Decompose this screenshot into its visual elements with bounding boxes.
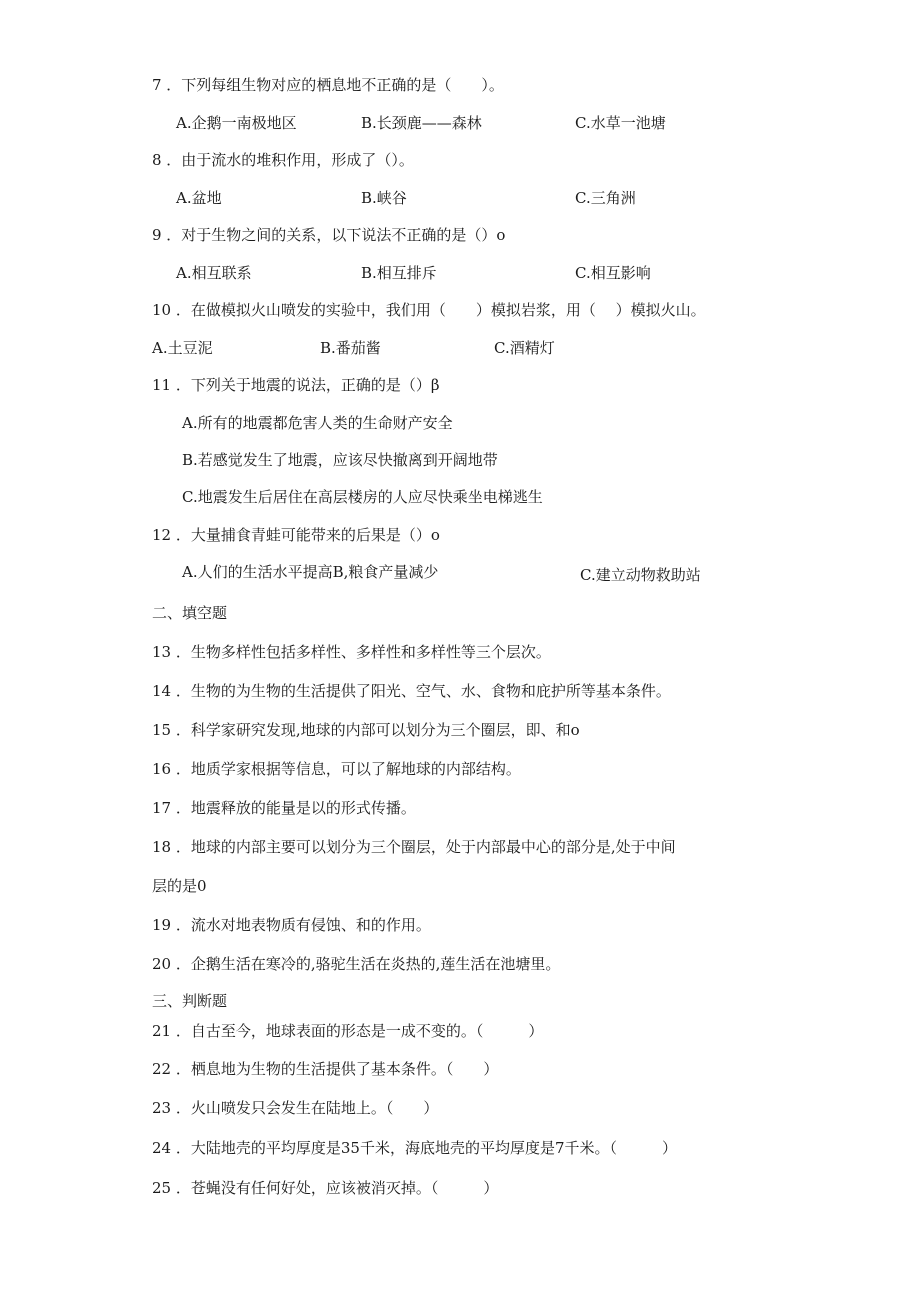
question-18: 18 ．地球的内部主要可以划分为三个圈层，处于内部最中心的部分是,处于中间: [152, 838, 676, 856]
q10-option-c: C.酒精灯: [494, 339, 555, 357]
q11-option-b: B.若感觉发生了地震，应该尽快撤离到开阔地带: [182, 451, 498, 469]
question-25: 25 ．苍蝇没有任何好处，应该被消灭掉。（ ）: [152, 1179, 499, 1197]
question-16: 16 ．地质学家根据等信息，可以了解地球的内部结构。: [152, 760, 521, 778]
question-13: 13 ．生物多样性包括多样性、多样性和多样性等三个层次。: [152, 643, 551, 661]
question-10: 10 ．在做模拟火山喷发的实验中，我们用（ ）模拟岩浆，用（ ）模拟火山。: [152, 301, 706, 319]
q11-option-a: A.所有的地震都危害人类的生命财产安全: [182, 414, 453, 432]
question-7: 7 ．下列每组生物对应的栖息地不正确的是（ ）。: [152, 76, 504, 94]
q12-option-ab: A.人们的生活水平提高B,粮食产量减少: [182, 563, 439, 581]
question-21: 21 ．自古至今，地球表面的形态是一成不变的。（ ）: [152, 1022, 544, 1040]
section-fill-blank-title: 二、填空题: [152, 604, 228, 622]
question-12: 12 ．大量捕食青蛙可能带来的后果是（）o: [152, 526, 440, 544]
question-8: 8 ．由于流水的堆积作用，形成了（）。: [152, 151, 414, 169]
q7-option-a: A.企鹅一南极地区: [176, 114, 297, 132]
question-14: 14 ．生物的为生物的生活提供了阳光、空气、水、食物和庇护所等基本条件。: [152, 682, 671, 700]
q8-option-a: A.盆地: [176, 189, 222, 207]
q7-option-b: B.长颈鹿——森林: [361, 114, 482, 132]
question-18-continued: 层的是0: [152, 877, 207, 895]
question-11: 11 ．下列关于地震的说法，正确的是（）β: [152, 376, 440, 394]
question-20: 20 ．企鹅生活在寒冷的,骆驼生活在炎热的,莲生活在池塘里。: [152, 955, 561, 973]
question-9: 9 ．对于生物之间的关系，以下说法不正确的是（）o: [152, 226, 506, 244]
question-19: 19 ．流水对地表物质有侵蚀、和的作用。: [152, 916, 431, 934]
question-15: 15 ．科学家研究发现,地球的内部可以划分为三个圈层，即、和o: [152, 721, 580, 739]
section-true-false-title: 三、判断题: [152, 992, 228, 1010]
question-17: 17 ．地震释放的能量是以的形式传播。: [152, 799, 416, 817]
q7-option-c: C.水草一池塘: [575, 114, 666, 132]
q8-option-c: C.三角洲: [575, 189, 636, 207]
question-23: 23 ．火山喷发只会发生在陆地上。（ ）: [152, 1099, 439, 1117]
q10-option-a: A.土豆泥: [152, 339, 213, 357]
q9-option-c: C.相互影响: [575, 264, 651, 282]
question-22: 22 ．栖息地为生物的生活提供了基本条件。（ ）: [152, 1060, 499, 1078]
q10-option-b: B.番茄酱: [320, 339, 381, 357]
q8-option-b: B.峡谷: [361, 189, 407, 207]
q9-option-b: B.相互排斥: [361, 264, 437, 282]
q11-option-c: C.地震发生后居住在高层楼房的人应尽快乘坐电梯逃生: [182, 488, 543, 506]
q12-option-c: C.建立动物救助站: [580, 566, 701, 584]
question-24: 24 ．大陆地壳的平均厚度是35千米，海底地壳的平均厚度是7千米。（ ）: [152, 1139, 677, 1157]
q9-option-a: A.相互联系: [176, 264, 252, 282]
